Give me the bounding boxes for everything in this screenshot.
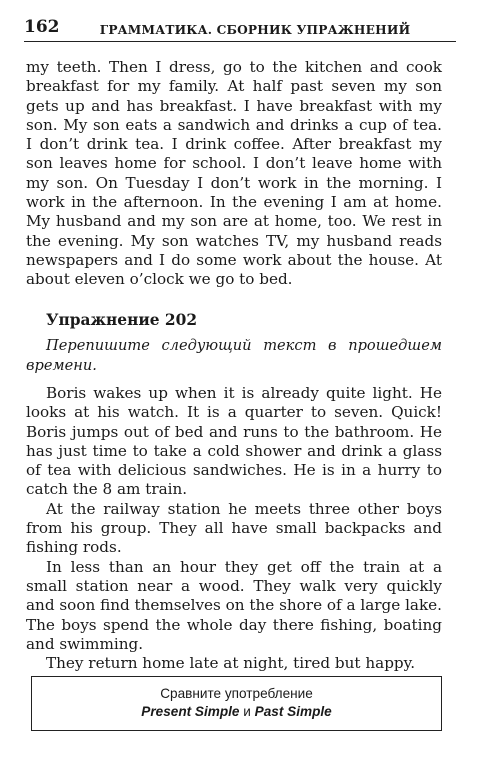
exercise-paragraph-1: Boris wakes up when it is already quite light. He looks at his watch. It is a quarter to seven. Quick! Boris jumps out of bed and runs to the bathroom. He has just time to take a cold shower and drink a glass of tea with delicious sandwiches. He is in a hurry to catch the 8 am train. <box>26 384 442 499</box>
page-number: 162 <box>24 17 60 37</box>
exercise-instruction: Перепишите следующий текст в прошедшем времени. <box>26 337 442 374</box>
note-term-past-simple: Past Simple <box>254 704 332 719</box>
continued-text-block <box>26 58 442 290</box>
exercise-paragraph-4: They return home late at night, tired but happy. <box>46 654 416 673</box>
exercise-title: Упражнение 202 <box>46 311 198 329</box>
exercise-paragraph-2: At the railway station he meets three other boys from his group. They all have small backpacks and fishing rods. <box>26 499 442 557</box>
continued-paragraph: my teeth. Then I dress, go to the kitchen and cook breakfast for my family. At half past seven my son gets up and has breakfast. I have breakfast with my son. My son eats a sandwich and drinks a cup of tea. I don’t drink tea. I drink coffee. After breakfast my son leaves home for school. I don’t leave home with my son. On Tuesday I don’t work in the morning. I work in the afternoon. In the evening I am at home. My husband and my son are at home, too. We rest in the evening. My son watches TV, my husband reads newspapers and I do some work about the house. At about eleven o’clock we go to bed. <box>26 58 442 289</box>
note-line-1: Сравните употребление <box>160 686 313 701</box>
page-header <box>24 14 456 42</box>
note-line-2 <box>32 703 441 721</box>
note-term-present-simple: Present Simple <box>141 704 240 719</box>
exercise-text <box>26 384 442 673</box>
exercise-paragraph-3: In less than an hour they get off the train at a small station near a wood. They walk very quickly and soon find themselves on the shore of a large lake. The boys spend the whole day there fishing, boating and swimming. <box>26 557 443 653</box>
note-conjunction: и <box>243 704 251 719</box>
running-title: ГРАММАТИКА. СБОРНИК УПРАЖНЕНИЙ <box>99 23 411 37</box>
note-box <box>31 676 442 731</box>
